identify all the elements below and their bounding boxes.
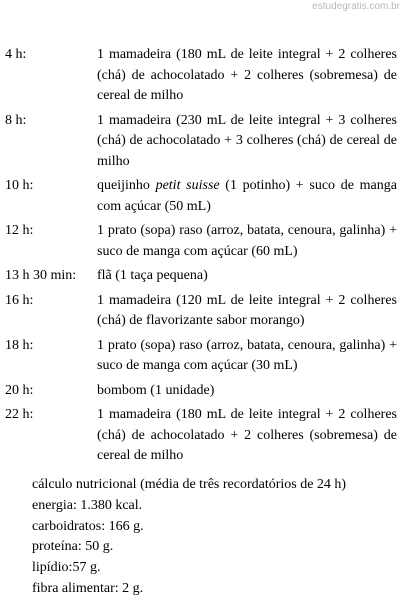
meal-description xyxy=(97,176,397,217)
meal-time: 8 h: xyxy=(5,112,27,128)
meal-row xyxy=(5,45,397,107)
meal-description-italic-text: petit suisse xyxy=(155,178,220,193)
meal-row xyxy=(5,176,397,217)
meal-time: 10 h: xyxy=(5,178,34,193)
meal-time: 22 h: xyxy=(5,407,34,422)
meal-description-text: flã (1 taça pequena) xyxy=(97,268,208,283)
meal-description xyxy=(97,45,397,107)
meal-time: 20 h: xyxy=(5,382,34,398)
meal-description-text: 1 prato (sopa) raso (arroz, batata, cenoura, galinha) + suco de manga com açúcar (60 mL) xyxy=(97,223,397,259)
meal-schedule xyxy=(5,45,397,471)
meal-description-text: 1 mamadeira (180 mL de leite integral + 2 colheres (chá) de achocolatado + 2 colheres (sobremesa) de cereal de milho xyxy=(97,47,397,103)
carbohydrates-line: carboidratos: 166 g. xyxy=(32,518,144,534)
fiber-line: fibra alimentar: 2 g. xyxy=(32,580,144,596)
meal-description xyxy=(97,336,397,377)
meal-time: 16 h: xyxy=(5,292,34,308)
meal-description xyxy=(97,111,397,173)
meal-description-text: 1 prato (sopa) raso (arroz, batata, cenoura, galinha) + suco de manga com açúcar (30 mL) xyxy=(97,337,397,373)
meal-time: 13 h 30 min: xyxy=(5,268,77,283)
meal-time: 18 h: xyxy=(5,337,34,353)
meal-description xyxy=(97,291,397,332)
nutrition-summary-title: cálculo nutricional (média de três recordatórios de 24 h) xyxy=(32,477,347,492)
meal-description-text: queijinho xyxy=(97,178,156,193)
energy-line: energia: 1.380 kcal. xyxy=(32,497,143,513)
meal-row xyxy=(5,111,397,173)
meal-time: 12 h: xyxy=(5,223,34,238)
meal-row xyxy=(5,381,397,402)
meal-row xyxy=(5,291,397,332)
meal-description-text: 1 mamadeira (120 mL de leite integral + 2 colheres (chá) de flavorizante sabor morango) xyxy=(97,292,397,328)
meal-description-text: bombom (1 unidade) xyxy=(97,382,215,398)
meal-description xyxy=(97,381,397,402)
meal-description xyxy=(97,266,397,287)
meal-row xyxy=(5,221,397,262)
nutrition-summary xyxy=(32,475,392,600)
meal-description xyxy=(97,221,397,262)
meal-time: 4 h: xyxy=(5,47,27,62)
meal-row xyxy=(5,336,397,377)
lipid-line: lipídio:57 g. xyxy=(32,560,101,576)
meal-description-text: 1 mamadeira (180 mL de leite integral + 2 colheres (chá) de achocolatado + 2 colheres (sobremesa) de cereal de milho xyxy=(97,407,397,463)
meal-row xyxy=(5,405,397,467)
meal-row xyxy=(5,266,397,287)
meal-description-text: 1 mamadeira (230 mL de leite integral + 3 colheres (chá) de achocolatado + 3 colheres (chá) de cereal de milho xyxy=(97,112,397,169)
protein-line: proteína: 50 g. xyxy=(32,539,114,555)
meal-description-text: (1 potinho) + suco de manga com açúcar (50 mL) xyxy=(97,178,397,214)
meal-description xyxy=(97,405,397,467)
watermark: estudegratis.com.br xyxy=(312,1,400,12)
